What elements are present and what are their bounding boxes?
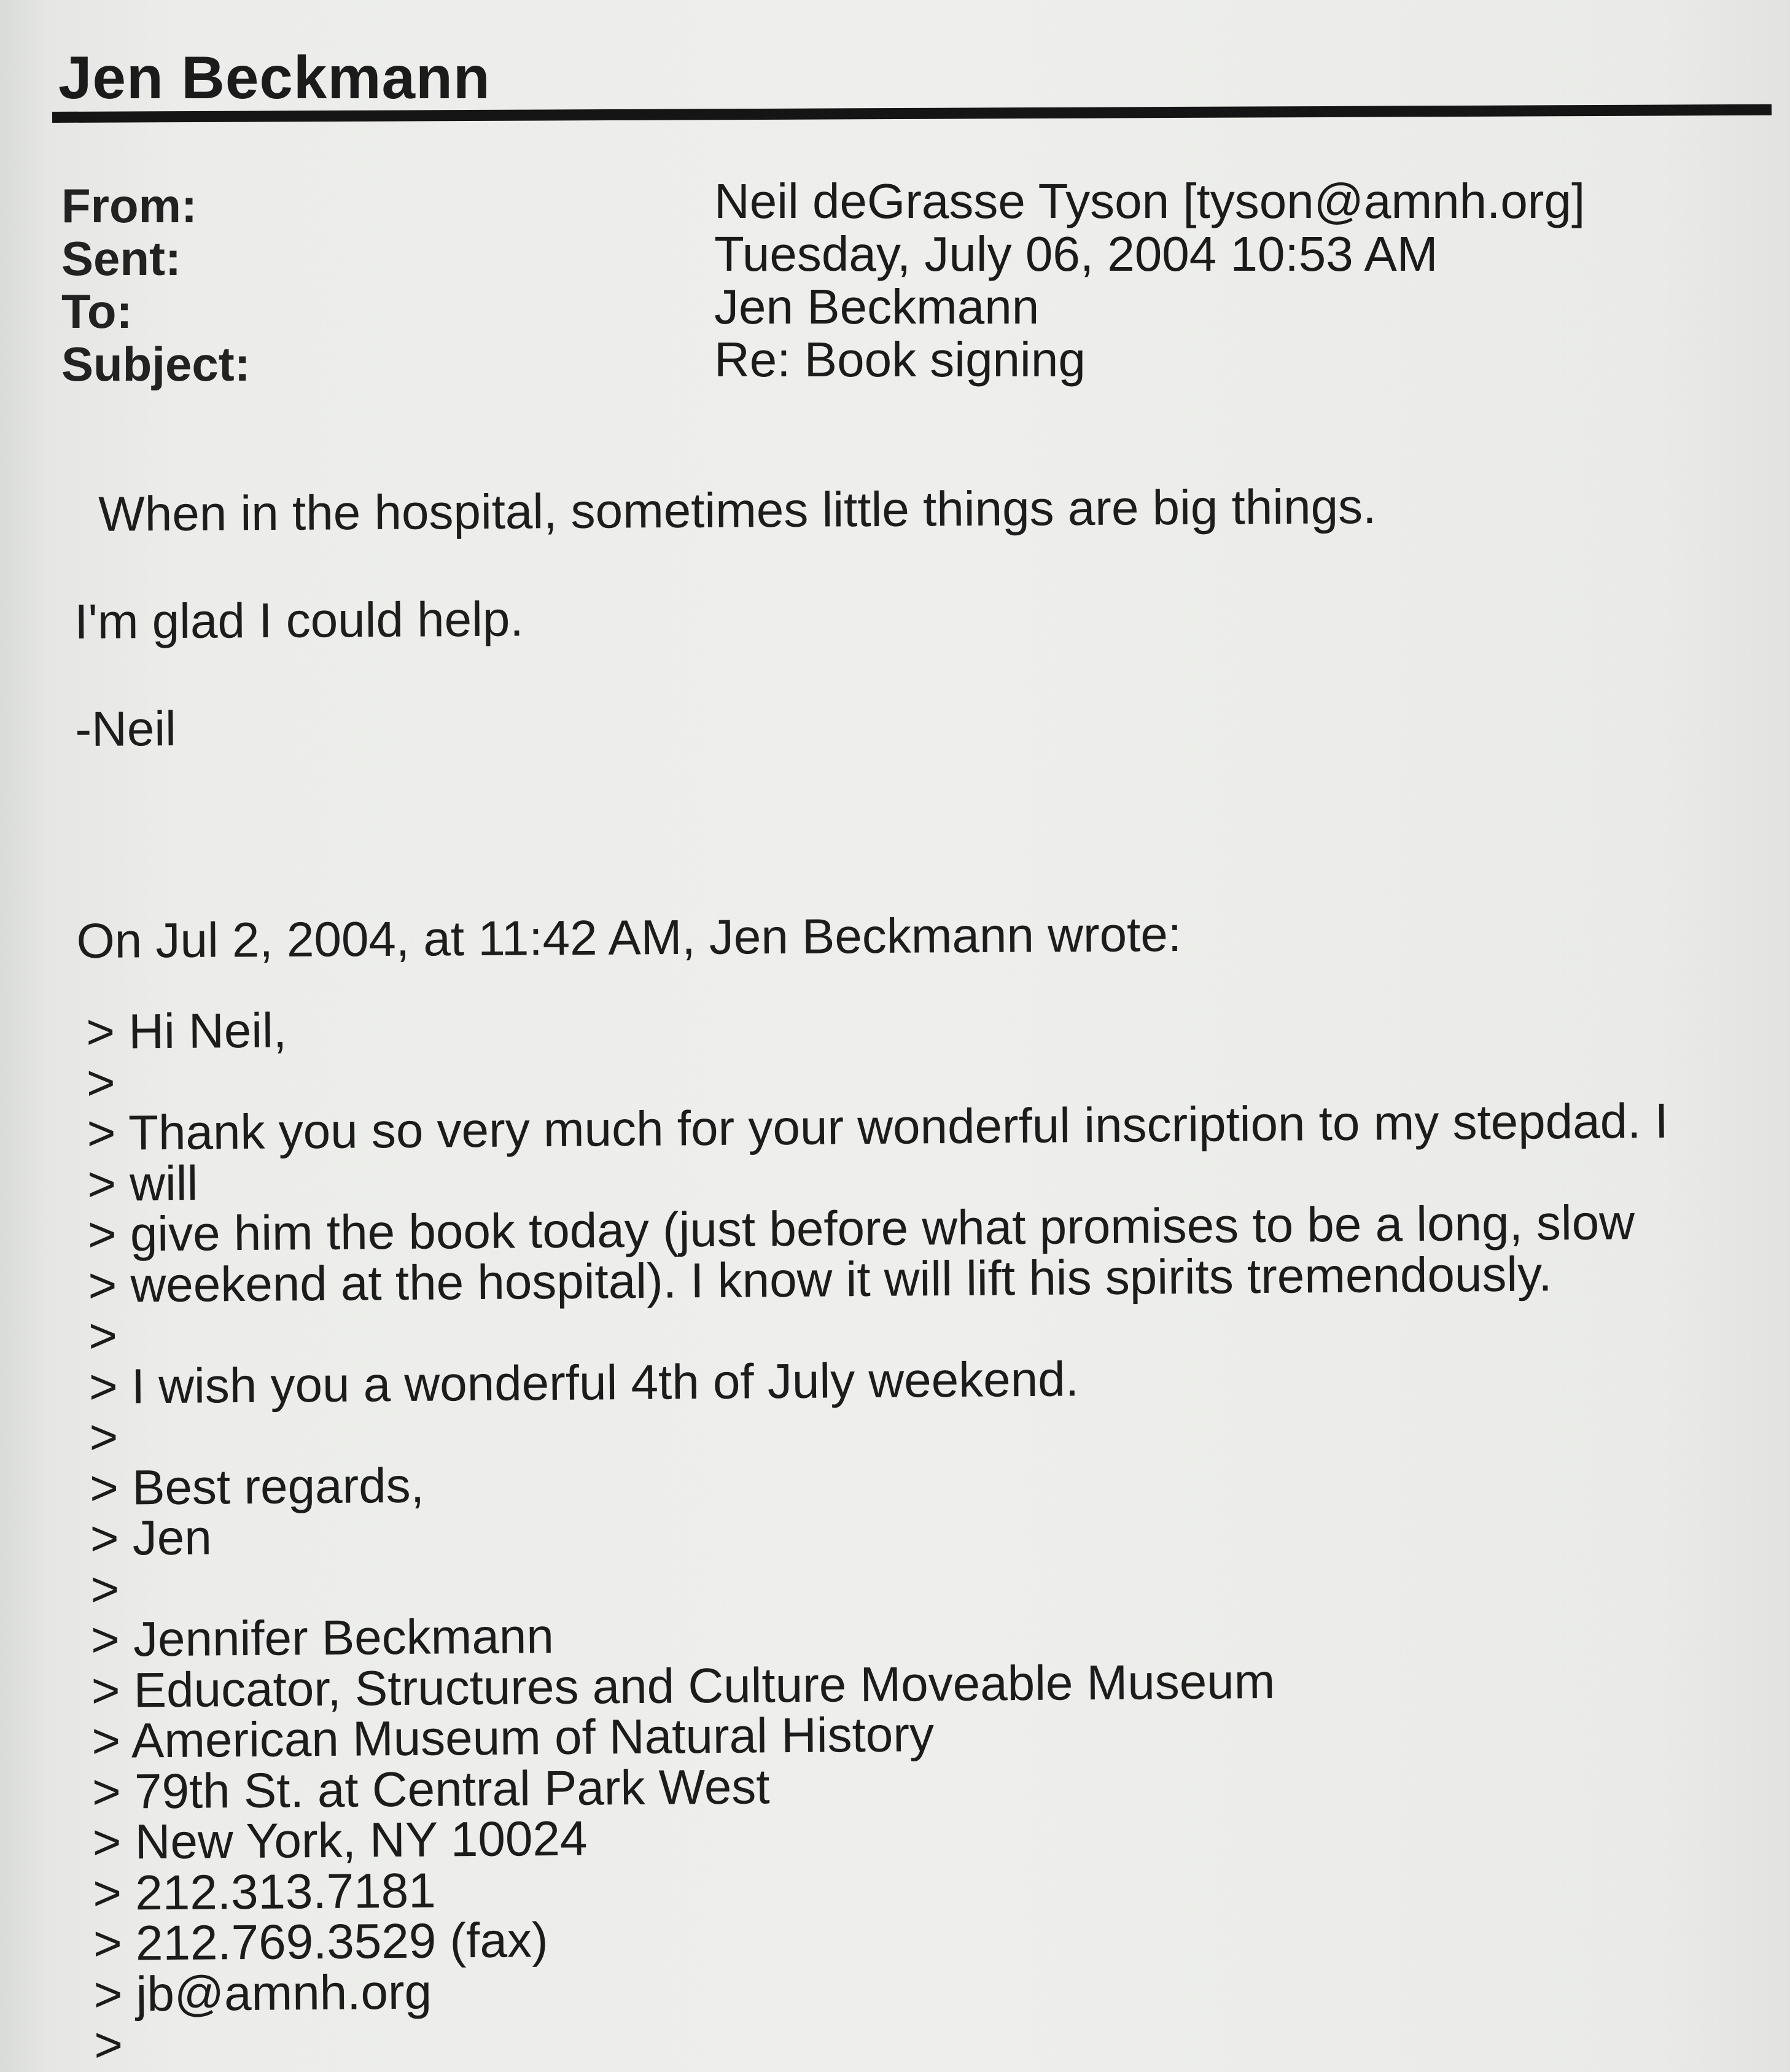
quoted-line: > 212.769.3529 (fax) — [93, 1912, 548, 1971]
quoted-line: > Jen — [90, 1510, 212, 1566]
quoted-line: > — [93, 2017, 123, 2072]
body-line-2: I'm glad I could help. — [74, 591, 524, 649]
header-sent-label: Sent: — [61, 231, 181, 285]
quoted-line: > Educator, Structures and Culture Moveable Museum — [91, 1653, 1275, 1718]
header-from-label: From: — [61, 179, 197, 233]
quoted-line: > — [90, 1561, 120, 1616]
quoted-line: > will — [87, 1155, 198, 1211]
header-subject-value: Re: Book signing — [714, 332, 1086, 387]
quote-attribution: On Jul 2, 2004, at 11:42 AM, Jen Beckmann wrote: — [76, 906, 1182, 968]
quoted-line: > — [86, 1055, 116, 1110]
header-to — [61, 279, 1658, 338]
body-signature: -Neil — [75, 700, 177, 756]
sheet-title: Jen Beckmann — [58, 44, 491, 111]
quoted-line: > jb@amnh.org — [93, 1964, 432, 2022]
header-subject — [61, 332, 1658, 391]
quoted-line: > 79th St. at Central Park West — [91, 1758, 770, 1819]
quoted-line: > I wish you a wonderful 4th of July weekend. — [88, 1351, 1080, 1414]
quoted-line: > Best regards, — [89, 1457, 425, 1515]
header-from — [61, 174, 1658, 233]
header-from-value: Neil deGrasse Tyson [tyson@amnh.org] — [714, 174, 1586, 228]
header-subject-label: Subject: — [61, 337, 251, 391]
quoted-line: > — [88, 1308, 118, 1363]
header-sent-value: Tuesday, July 06, 2004 10:53 AM — [714, 227, 1438, 281]
quoted-line: > New York, NY 10024 — [92, 1810, 588, 1869]
quoted-line: > Thank you so very much for your wonderful inscription to my stepdad. I — [87, 1093, 1669, 1160]
quoted-line: > American Museum of Natural History — [91, 1707, 935, 1768]
quoted-line: > give him the book today (just before what promises to be a long, slow — [87, 1195, 1635, 1262]
header-to-label: To: — [61, 284, 133, 338]
body-line-1: When in the hospital, sometimes little things are big things. — [98, 479, 1377, 541]
quoted-line: > Jennifer Beckmann — [90, 1608, 555, 1667]
quoted-message — [86, 994, 1753, 2071]
header-sent — [61, 227, 1658, 285]
quoted-line: > — [89, 1409, 119, 1464]
quoted-line: > 212.313.7181 — [92, 1863, 436, 1920]
quoted-line: > weekend at the hospital). I know it will lift his spirits tremendously. — [88, 1246, 1552, 1313]
email-headers — [61, 174, 1658, 391]
quoted-line: > Hi Neil, — [85, 1003, 287, 1059]
header-to-value: Jen Beckmann — [714, 279, 1040, 334]
email-body — [74, 475, 1735, 1016]
